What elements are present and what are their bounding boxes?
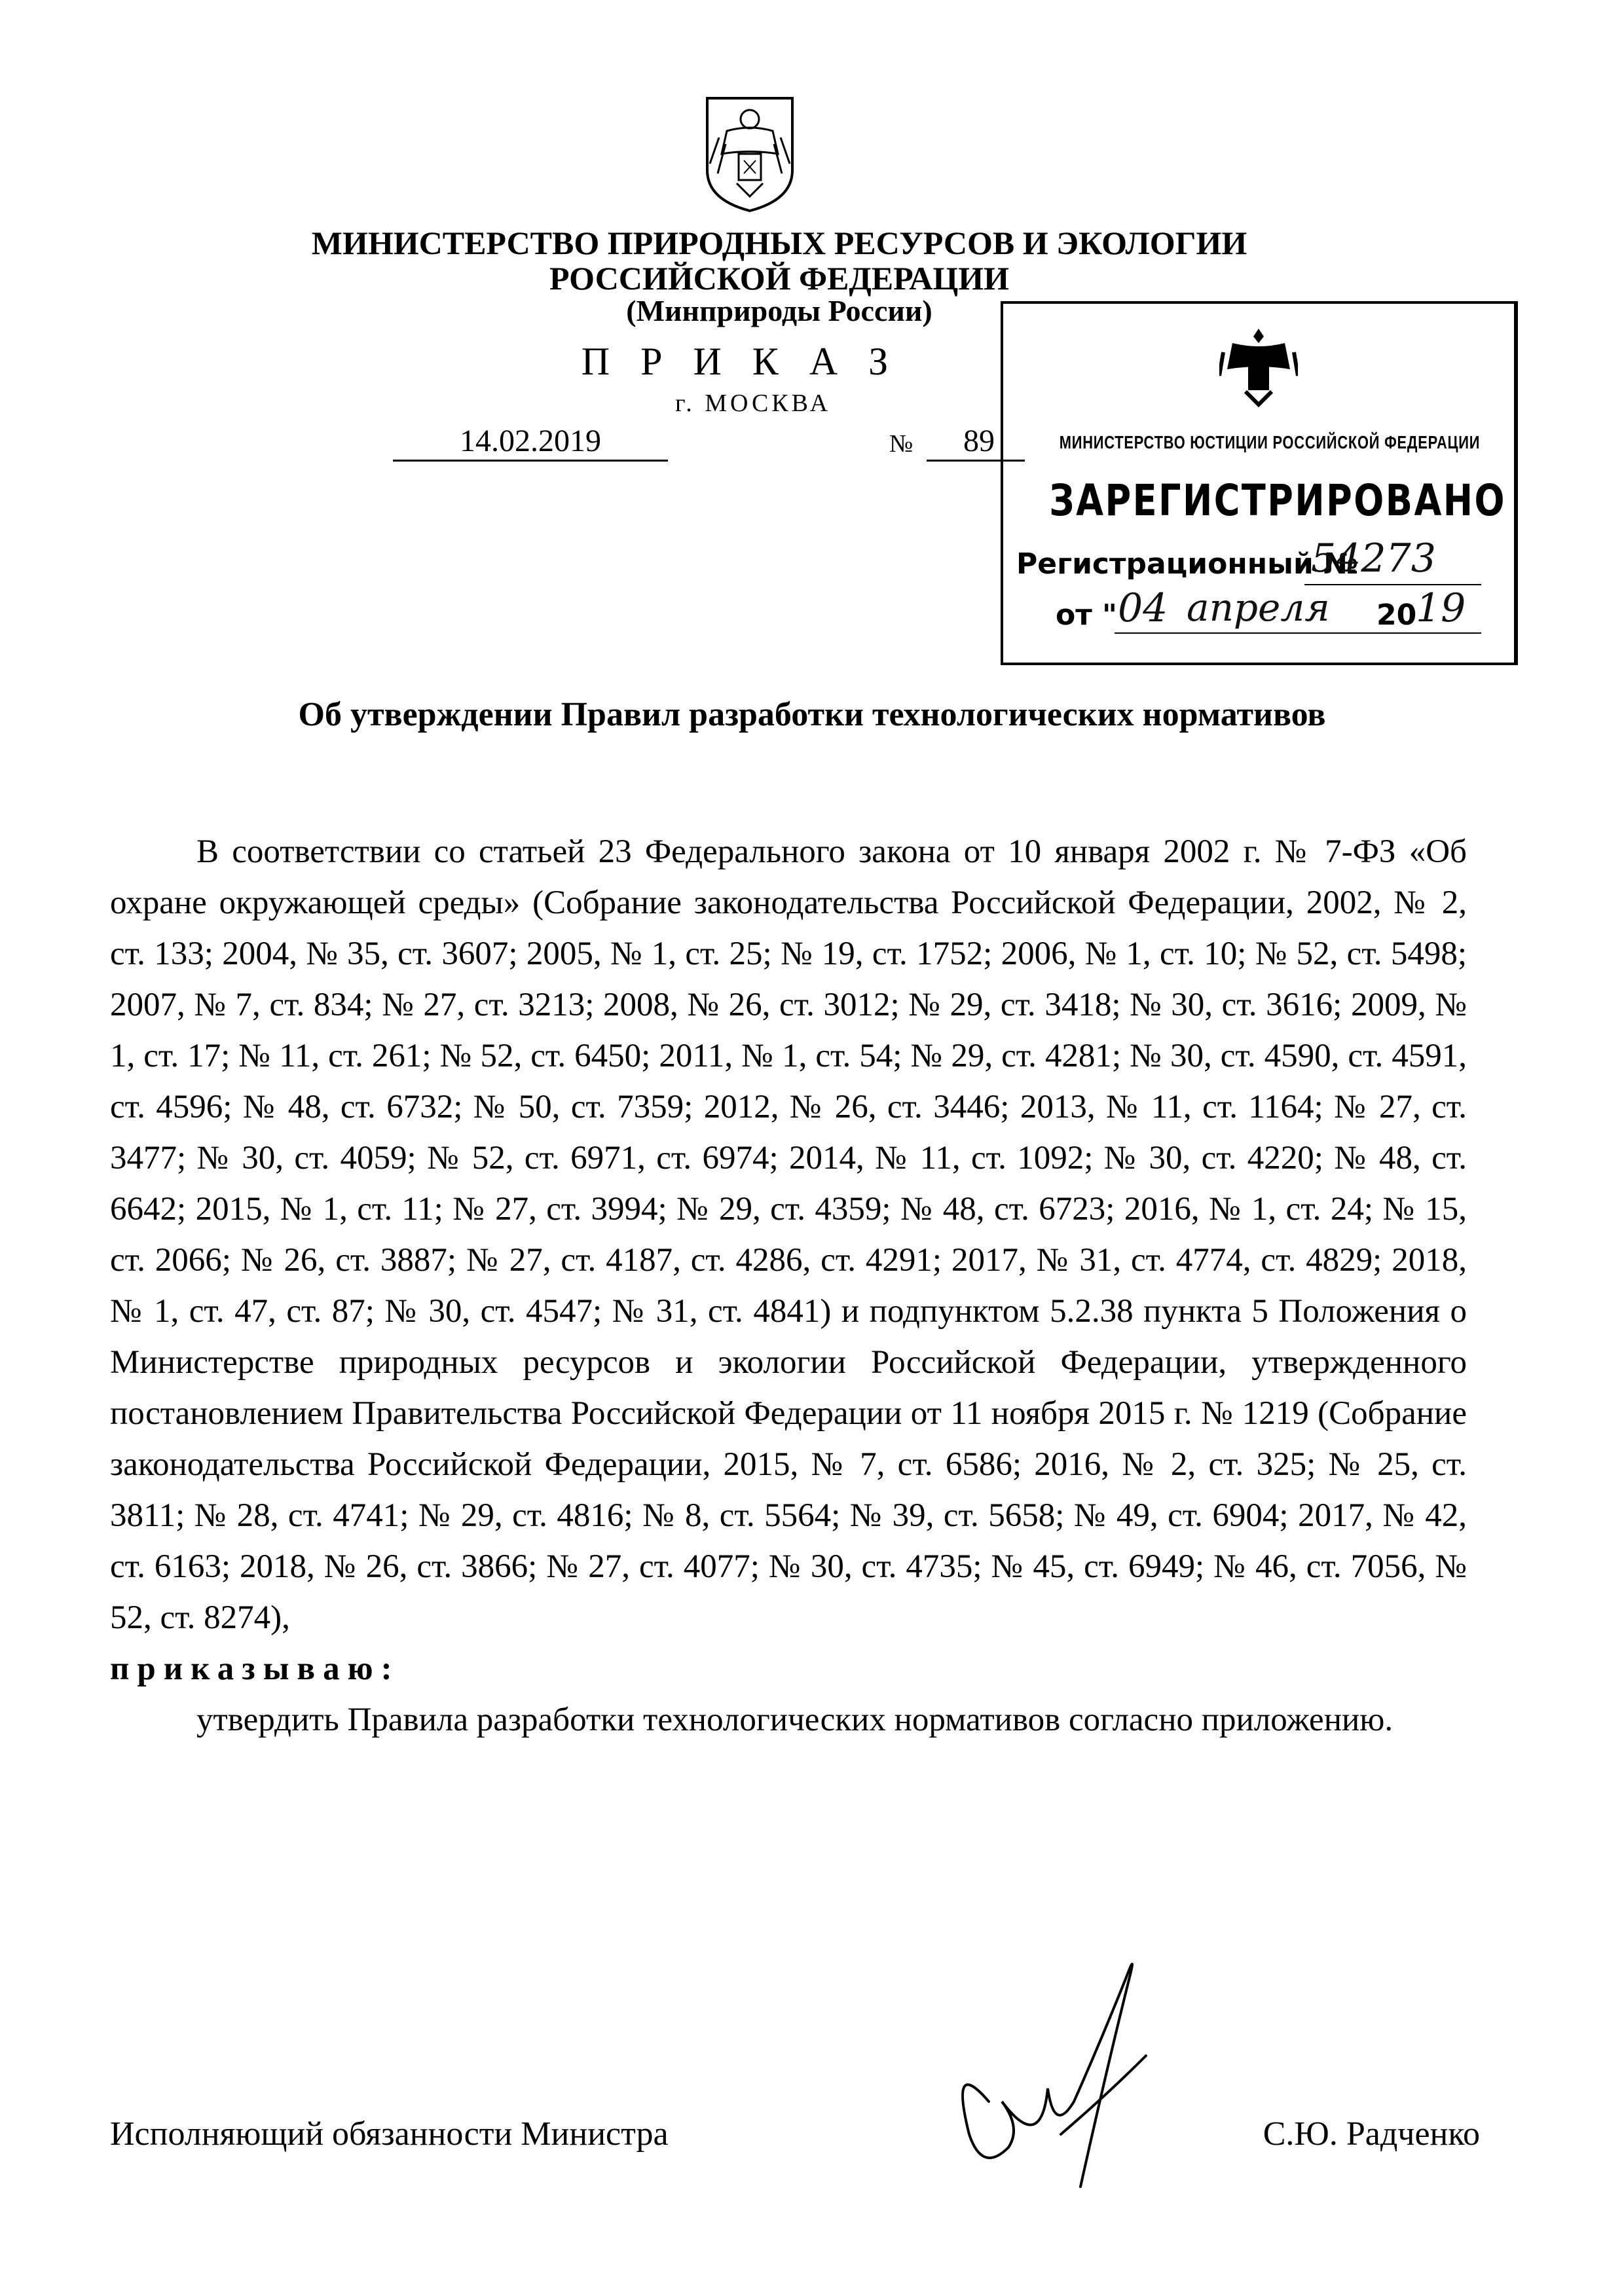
document-date: 14.02.2019 xyxy=(460,424,601,458)
stamp-from-day: 04 xyxy=(1118,585,1168,631)
document-type: П Р И К А З xyxy=(581,340,899,383)
document-number: 89 xyxy=(963,424,995,458)
number-label: № xyxy=(889,430,913,458)
state-emblem-icon xyxy=(701,92,799,216)
date-underline xyxy=(393,460,668,462)
document-body xyxy=(110,826,1467,1745)
stamp-ministry-name: МИНИСТЕРСТВО ЮСТИЦИИ РОССИЙСКОЙ ФЕДЕРАЦИИ xyxy=(1059,432,1481,452)
signatory-name: С.Ю. Радченко xyxy=(1263,2115,1480,2153)
registration-stamp xyxy=(1001,301,1518,665)
stamp-status: ЗАРЕГИСТРИРОВАНО xyxy=(1049,475,1507,526)
stamp-from-year-prefix: 20 xyxy=(1376,598,1417,632)
stamp-from-year: 19 xyxy=(1416,585,1466,631)
signatory-position: Исполняющий обязанности Министра xyxy=(110,2115,669,2153)
stamp-reg-label: Регистрационный № xyxy=(1016,547,1359,581)
ministry-name-line1: МИНИСТЕРСТВО ПРИРОДНЫХ РЕСУРСОВ И ЭКОЛОГИИ xyxy=(311,225,1247,261)
ministry-name-line2: РОССИЙСКОЙ ФЕДЕРАЦИИ xyxy=(549,260,1010,297)
stamp-from-label: от " xyxy=(1056,598,1117,632)
handwritten-signature-icon xyxy=(910,1938,1185,2213)
document-title: Об утверждении Правил разработки технологических нормативов xyxy=(298,696,1326,733)
ministry-short-name: (Минприроды России) xyxy=(626,294,932,327)
body-paragraph-1: В соответствии со статьей 23 Федерального закона от 10 января 2002 г. № 7-ФЗ «Об охране окружающей среды» (Собрание законодательства Российской Федерации, 2002, № 2, ст. 133; 2004, № 35, ст. 3607; 2005, № 1, ст. 25; № 19, ст. 1752; 2006, № 1, ст. 10; № 52, ст. 5498; 2007, № 7, ст. 834; № 27, ст. 3213; 2008, № 26, ст. 3012; № 29, ст. 3418; № 30, ст. 3616; 2009, № 1, ст. 17; № 11, ст. 261; № 52, ст. 6450; 2011, № 1, ст. 54; № 29, ст. 4281; № 30, ст. 4590, ст. 4591, ст. 4596; № 48, ст. 6732; № 50, ст. 7359; 2012, № 26, ст. 3446; 2013, № 11, ст. 1164; № 27, ст. 3477; № 30, ст. 4059; № 52, ст. 6971, ст. 6974; 2014, № 11, ст. 1092; № 30, ст. 4220; № 48, ст. 6642; 2015, № 1, ст. 11; № 27, ст. 3994; № 29, ст. 4359; № 48, ст. 6723; 2016, № 1, ст. 24; № 15, ст. 2066; № 26, ст. 3887; № 27, ст. 4187, ст. 4286, ст. 4291; 2017, № 31, ст. 4774, ст. 4829; 2018, № 1, ст. 47, ст. 87; № 30, ст. 4547; № 31, ст. 4841) и подпунктом 5.2.38 пункта 5 Положения о Министерстве природных ресурсов и экологии Российской Федерации, утвержденного постановлением Правительства Российской Федерации от 11 ноября 2015 г. № 1219 (Собрание законодательства Российской Федерации, 2015, № 7, ст. 6586; 2016, № 2, ст. 325; № 25, ст. 3811; № 28, ст. 4741; № 29, ст. 4816; № 8, ст. 5564; № 39, ст. 5658; № 49, ст. 6904; 2017, № 42, ст. 6163; 2018, № 26, ст. 3866; № 27, ст. 4077; № 30, ст. 4735; № 45, ст. 6949; № 46, ст. 7056, № 52, ст. 8274), xyxy=(110,833,1467,1636)
stamp-from-underline xyxy=(1115,632,1481,634)
stamp-from-month: апреля xyxy=(1187,585,1330,630)
stamp-reg-number: 54273 xyxy=(1311,536,1436,581)
body-paragraph-2: утвердить Правила разработки технологических нормативов согласно приложению. xyxy=(196,1702,1393,1738)
stamp-emblem-icon xyxy=(1219,323,1298,409)
document-city: г. МОСКВА xyxy=(674,390,832,417)
order-word: приказываю: xyxy=(110,1650,400,1687)
